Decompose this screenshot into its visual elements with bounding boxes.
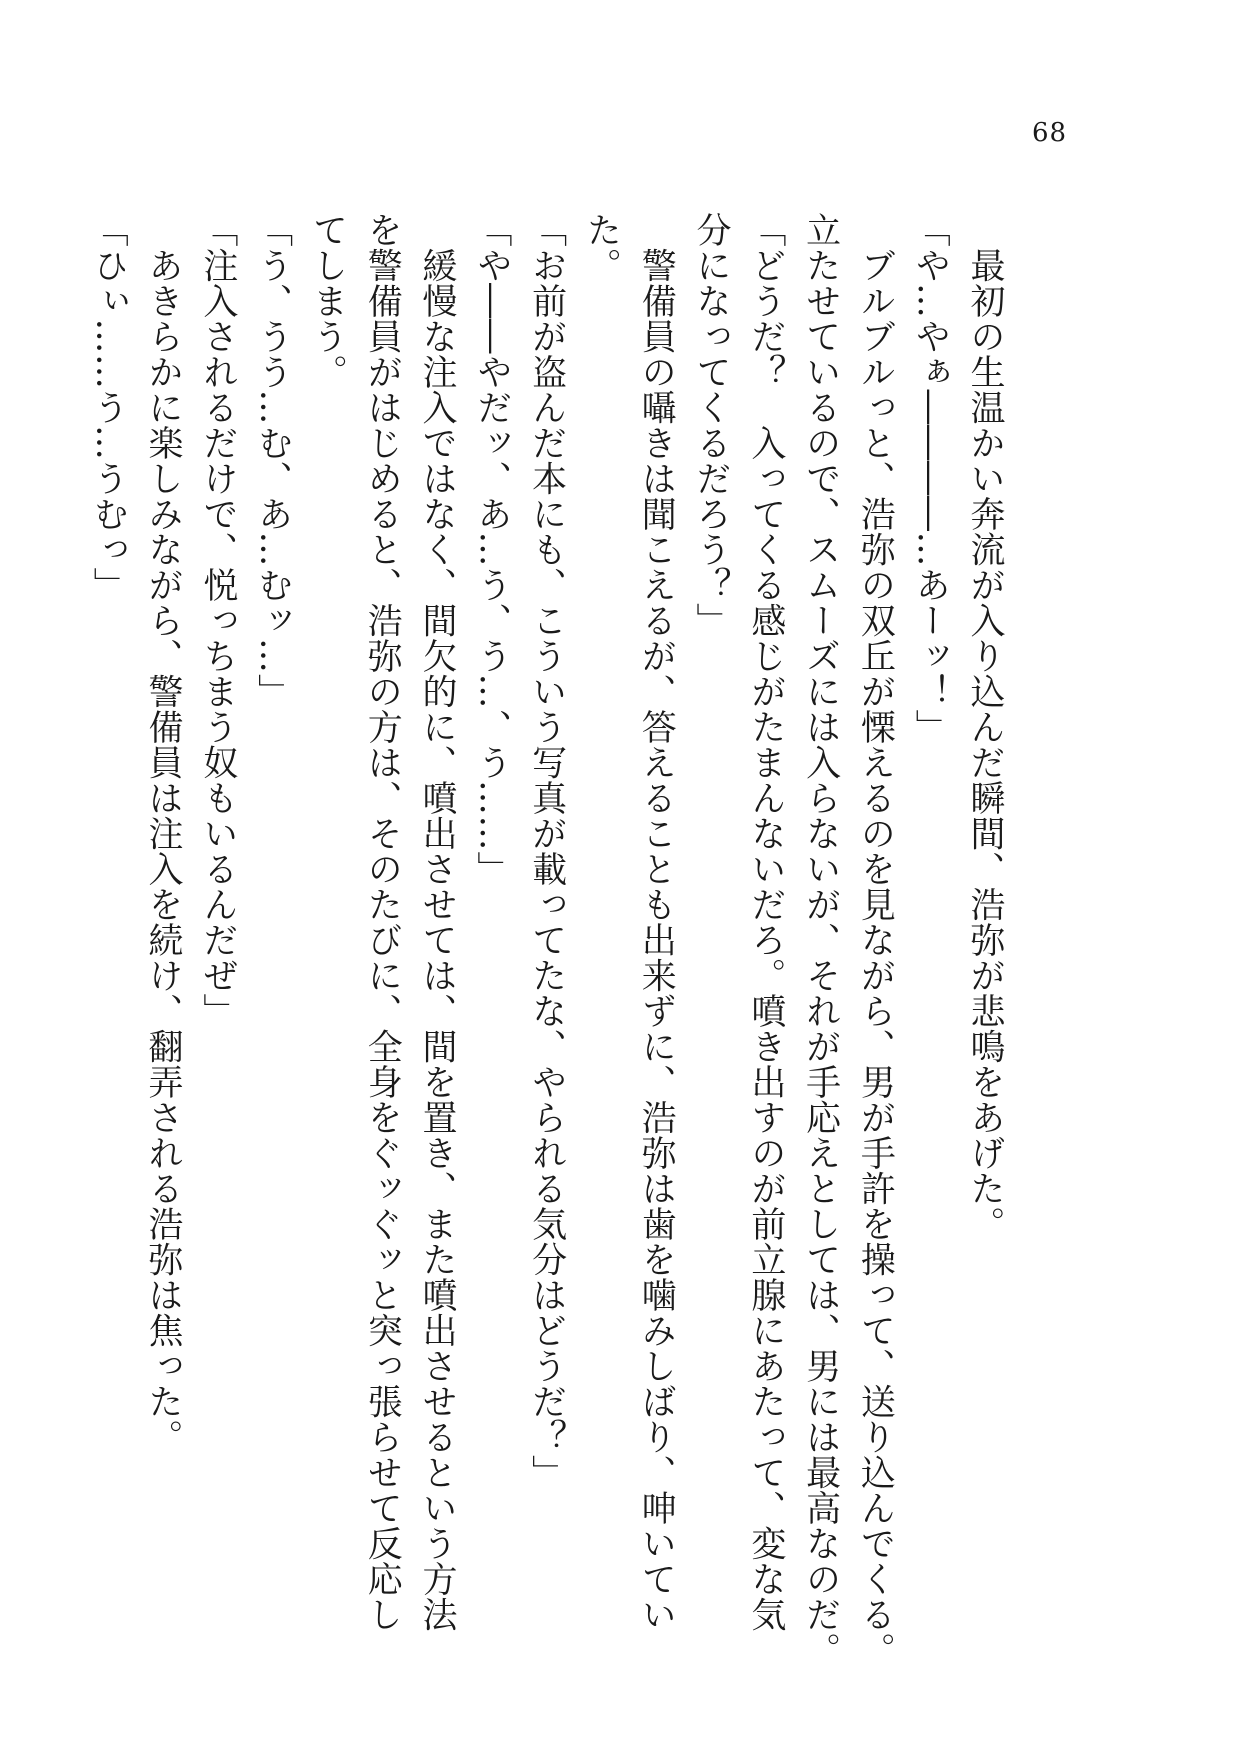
text-line: 緩慢な注入ではなく、間欠的に、噴出させては、間を置き、また噴出させるという方法 xyxy=(417,212,458,1632)
text-line: を警備員がはじめると、浩弥の方は、そのたびに、全身をぐッぐッと突っ張らせて反応し xyxy=(362,212,403,1632)
text-line: 警備員の囁きは聞こえるが、答えることも出来ずに、浩弥は歯を噛みしばり、呻いてい xyxy=(636,212,677,1632)
page-number: 68 xyxy=(1032,118,1068,148)
text-line: た。 xyxy=(581,212,622,283)
text-line: 「どうだ？ 入ってくる感じがたまんないだろ。噴き出すのが前立腺にあたって、変な気 xyxy=(745,212,786,1632)
text-line: 分になってくるだろう？」 xyxy=(691,212,732,638)
vertical-text-body xyxy=(80,212,1012,1668)
text-line: 「ひぃ……う…うむっ」 xyxy=(88,212,129,603)
text-line: 「や――やだッ、あ…う、う…、う……」 xyxy=(471,212,512,887)
text-line: 立たせているので、スムーズには入らないが、それが手応えとしては、男には最高なのだ。 xyxy=(800,212,841,1668)
text-line: 「注入されるだけで、悦っちまう奴もいるんだぜ」 xyxy=(197,212,238,1029)
text-line: ブルブルっと、浩弥の双丘が慄えるのを見ながら、男が手許を操って、送り込んでくる。 xyxy=(855,212,896,1668)
text-line: 最初の生温かい奔流が入り込んだ瞬間、浩弥が悲鳴をあげた。 xyxy=(965,212,1005,1242)
text-line: 「う、うう…む、あ…むッ…」 xyxy=(252,212,293,709)
text-line: てしまう。 xyxy=(307,212,348,390)
text-line: あきらかに楽しみながら、警備員は注入を続け、翻弄される浩弥は焦った。 xyxy=(143,212,184,1455)
text-line: 「お前が盗んだ本にも、こういう写真が載ってたな、やられる気分はどうだ？」 xyxy=(526,212,567,1490)
text-line: 「や…やぁ――――…あーッ！」 xyxy=(910,212,951,745)
